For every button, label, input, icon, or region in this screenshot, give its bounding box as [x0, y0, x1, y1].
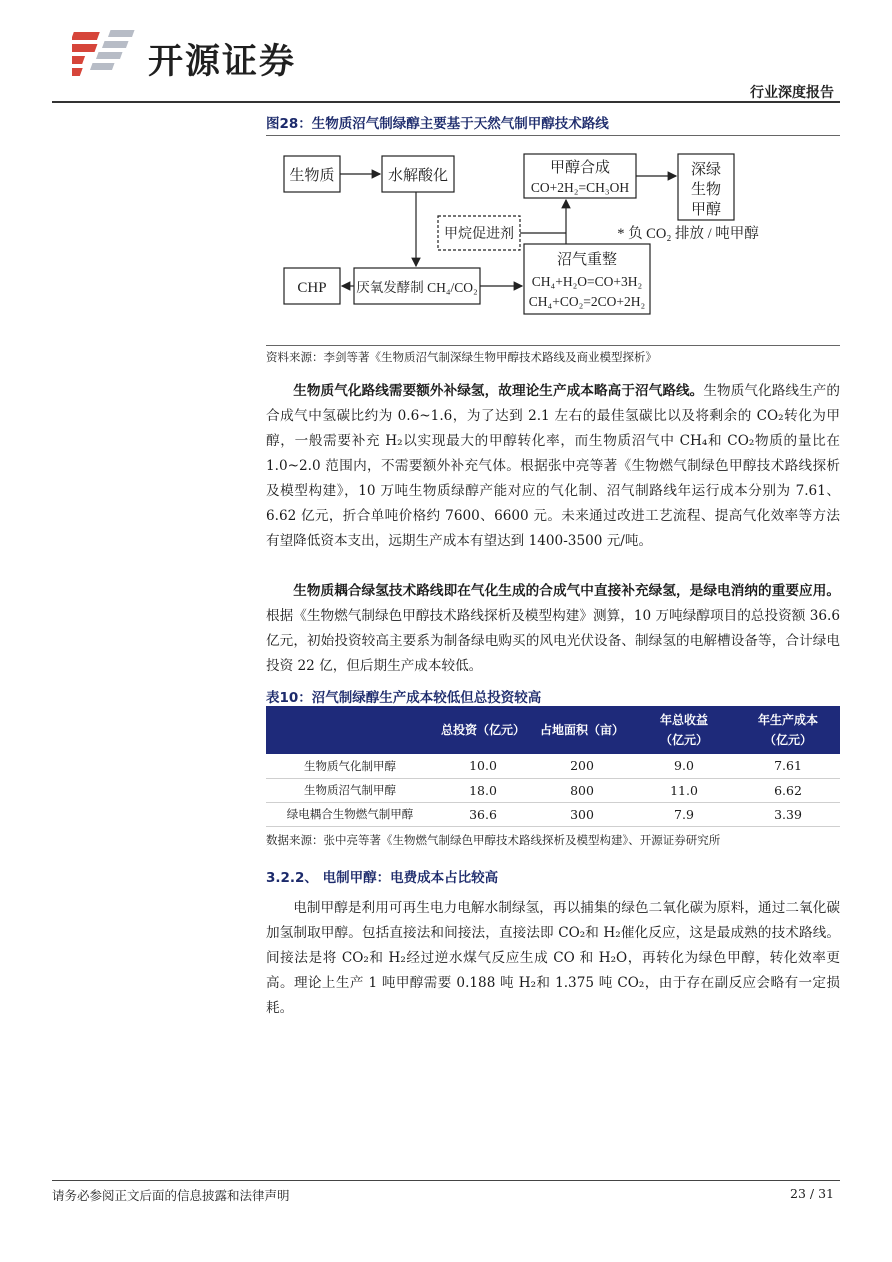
- table-title: 表10：沼气制绿醇生产成本较低但总投资较高: [266, 690, 542, 706]
- table-cell: 36.6: [434, 802, 532, 826]
- paragraph-biomass-gasification: [266, 379, 840, 554]
- figure-source: 资料来源：李剑等著《生物质沼气制深绿生物甲醇技术路线及商业模型探析》: [266, 350, 657, 364]
- table-header: 占地面积（亩）: [532, 706, 632, 754]
- table-header: 年生产成本 （亿元）: [736, 706, 840, 754]
- figure-title: 图28：生物质沼气制绿醇主要基于天然气制甲醇技术路线: [266, 116, 609, 132]
- table-cell: 300: [532, 802, 632, 826]
- label-green-1: 深绿: [690, 162, 722, 178]
- brand-name: 开源证券: [148, 42, 297, 82]
- table-cell: 绿电耦合生物燃气制甲醇: [266, 802, 434, 826]
- label-methanol-synthesis-1: 甲醇合成: [549, 160, 611, 176]
- table-cell: 7.9: [632, 802, 736, 826]
- page-number: 23 / 31: [790, 1186, 834, 1201]
- table-source: 数据来源：张中亮等著《生物燃气制绿色甲醇技术路线探析及模型构建》、开源证券研究所: [266, 833, 721, 847]
- label-green-3: 甲醇: [690, 202, 722, 218]
- table-cell: 18.0: [434, 778, 532, 802]
- section-heading: 3.2.2、 电制甲醇：电费成本占比较高: [266, 870, 499, 886]
- table-header: 年总收益 （亿元）: [632, 706, 736, 754]
- table-cell: 200: [532, 754, 632, 778]
- label-anaerobic: 厌氧发酵制 CH₄/CO₂: [356, 280, 478, 295]
- label-reforming-3: CH₄+CO₂=2CO+2H₂: [528, 294, 646, 309]
- figure-top-rule: [266, 135, 840, 136]
- header-divider: [52, 101, 840, 103]
- label-reforming-1: 沼气重整: [556, 252, 618, 268]
- label-chp: CHP: [297, 280, 327, 296]
- paragraph-green-hydrogen-coupling: [266, 579, 840, 679]
- process-flow-diagram: [266, 140, 840, 340]
- table-cell: 7.61: [736, 754, 840, 778]
- table-row: [266, 754, 840, 778]
- document-type: 行业深度报告: [750, 85, 834, 101]
- figure-bottom-rule: [266, 345, 840, 346]
- label-methane-promoter: 甲烷促进剂: [444, 227, 514, 242]
- table-row: [266, 802, 840, 826]
- table-cell: 10.0: [434, 754, 532, 778]
- paragraph-power-to-methanol: 电制甲醇是利用可再生电力电解水制绿氢，再以捕集的绿色二氧化碳为原料，通过二氧化碳加氢制取甲醇。包括直接法和间接法，直接法即 CO₂和 H₂催化反应，这是最成熟的技术路线。间接法是将 CO₂和 H₂经过逆水煤气反应生成 CO 和 H₂O，再转化为绿色甲醇，转化效率更高。理论上生产 1 吨甲醇需要 0.188 吨 H₂和 1.375 吨 CO₂，由于存在副反应会略有一定损耗。: [266, 900, 840, 1016]
- table-cell: 9.0: [632, 754, 736, 778]
- label-biomass: 生物质: [289, 168, 335, 184]
- paragraph-body: 生物质气化路线生产的合成气中氢碳比约为 0.6~1.6，为了达到 2.1 左右的最佳氢碳比以及将剩余的 CO₂转化为甲醇，一般需要补充 H₂以实现最大的甲醇转化率，而生物质沼气中 CH₄和 CO₂物质的量比在 1.0~2.0 范围内，不需要额外补充气体。根据张中亮等著《生物燃气制绿色甲醇技术路线探析及模型构建》，10 万吨生物质绿醇产能对应的气化制、沼气制路线年运行成本分别为 7.61、6.62 亿元，折合单吨价格约 7600、6600 元。未来通过改进工艺流程、提高气化效率等方法有望降低资本支出，远期生产成本有望达到 1400-3500 元/吨。: [266, 383, 841, 549]
- table-cell: 800: [532, 778, 632, 802]
- brand-logo: [62, 26, 342, 86]
- table-cell: 生物质沼气制甲醇: [266, 778, 434, 802]
- label-negative-co2: * 负 CO₂ 排放 / 吨甲醇: [617, 226, 759, 242]
- paragraph-lead: 生物质耦合绿氢技术路线即在气化生成的合成气中直接补充绿氢，是绿电消纳的重要应用。: [293, 583, 840, 599]
- label-hydrolysis: 水解酸化: [387, 168, 449, 184]
- brand-mark-icon: [72, 26, 136, 82]
- table-cell: 3.39: [736, 802, 840, 826]
- paragraph-body: 根据《生物燃气制绿色甲醇技术路线探析及模型构建》测算，10 万吨绿醇项目的总投资额 36.6 亿元，初始投资较高主要系为制备绿电购买的风电光伏设备、制绿氢的电解槽设备等，合计绿电投资 22 亿，但后期生产成本较低。: [266, 608, 840, 674]
- label-green-2: 生物: [690, 182, 722, 198]
- table-cell: 11.0: [632, 778, 736, 802]
- paragraph-lead: 生物质气化路线需要额外补绿氢，故理论生产成本略高于沼气路线。: [293, 383, 704, 399]
- table-cell: 6.62: [736, 778, 840, 802]
- footer-divider: [52, 1180, 840, 1181]
- footer-disclaimer: 请务必参阅正文后面的信息披露和法律声明: [52, 1188, 290, 1203]
- table-header-row: [266, 706, 840, 754]
- table-header: [266, 706, 434, 754]
- cost-comparison-table: [266, 706, 840, 827]
- label-reforming-2: CH₄+H₂O=CO+3H₂: [531, 274, 643, 289]
- table-row: [266, 778, 840, 802]
- table-cell: 生物质气化制甲醇: [266, 754, 434, 778]
- table-header: 总投资（亿元）: [434, 706, 532, 754]
- label-methanol-synthesis-2: CO+2H₂=CH₃OH: [530, 180, 630, 195]
